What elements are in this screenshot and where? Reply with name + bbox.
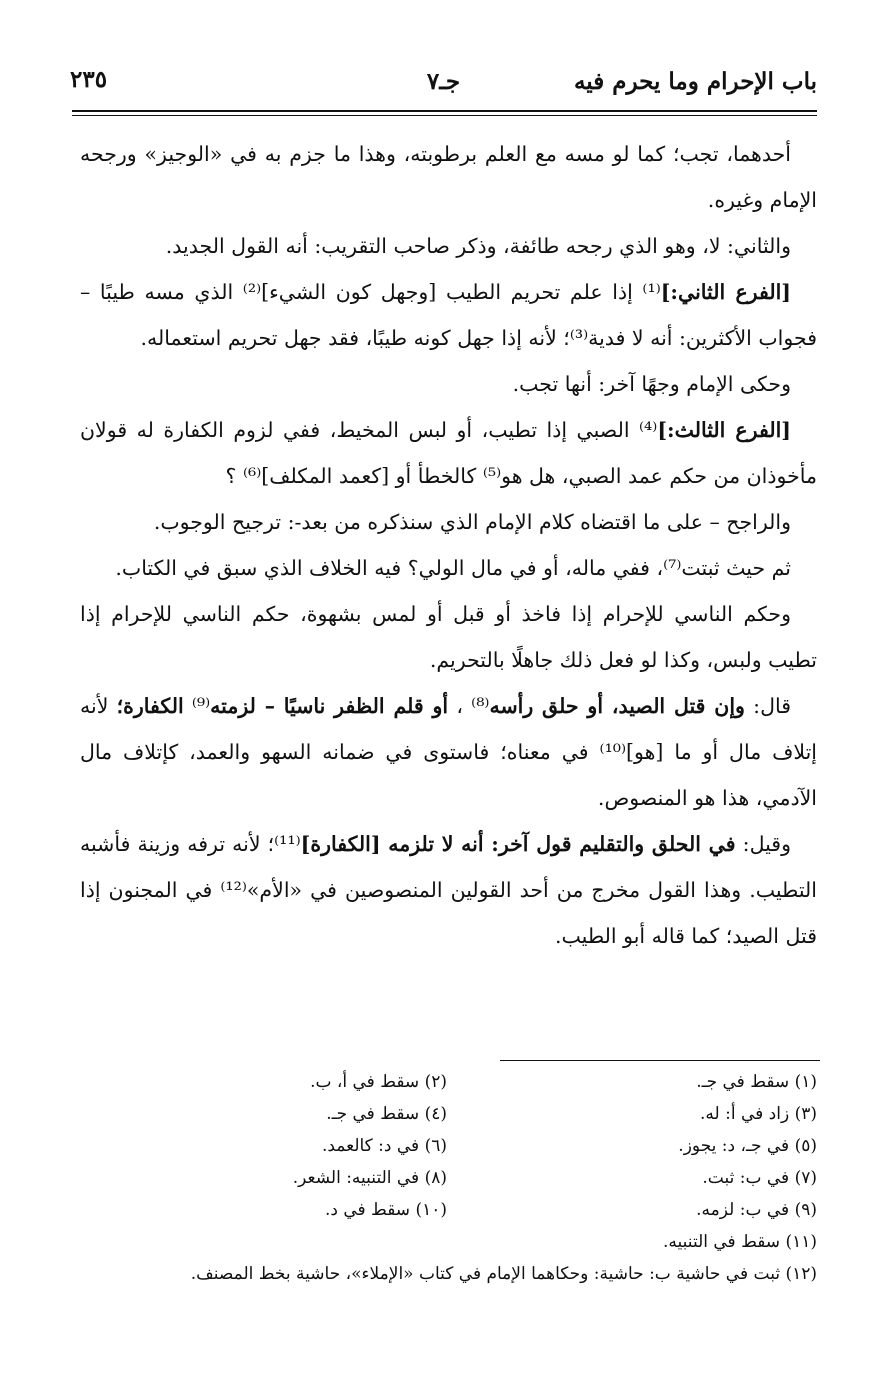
- footnote: (٩) في ب: لزمه.: [696, 1200, 817, 1220]
- footnote-separator: [500, 1060, 820, 1061]
- paragraph: [80, 407, 817, 499]
- footnote: (٤) سقط في جـ.: [326, 1104, 447, 1124]
- footnote: (١١) سقط في التنبيه.: [663, 1232, 817, 1252]
- page-number: ٢٣٥: [70, 66, 108, 93]
- matn-text: الكفارة؛: [116, 694, 184, 718]
- chapter-title: باب الإحرام وما يحرم فيه: [573, 68, 817, 95]
- paragraph-text: ⁽¹⁾ إذا علم تحريم الطيب [وجهل كون الشيء]⁽²⁾ الذي مسه طيبًا – فجواب الأكثرين: أنه لا فدية⁽³⁾؛ لأنه إذا جهل كونه طيبًا، فقد جهل تحريم استعماله.: [80, 280, 817, 350]
- paragraph: [80, 269, 817, 361]
- footnote: (٨) في التنبيه: الشعر.: [292, 1168, 447, 1188]
- footnote: (١٢) ثبت في حاشية ب: حاشية: وحكاهما الإمام في كتاب «الإملاء»، حاشية بخط المصنف.: [190, 1264, 817, 1284]
- text-span: ⁽⁸⁾ ،: [448, 694, 490, 718]
- main-text: [80, 131, 817, 959]
- page-header: [70, 62, 817, 102]
- text-span: ⁽⁹⁾: [183, 694, 211, 718]
- paragraph: [80, 821, 817, 959]
- paragraph: وحكى الإمام وجهًا آخر: أنها تجب.: [512, 372, 791, 396]
- paragraph: وحكم الناسي للإحرام إذا فاخذ أو قبل أو لمس بشهوة، حكم الناسي للإحرام إذا تطيب ولبس، وكذا لو فعل ذلك جاهلًا بالتحريم.: [80, 602, 817, 672]
- paragraph: والراجح – على ما اقتضاه كلام الإمام الذي سنذكره من بعد-: ترجيح الوجوب.: [153, 510, 791, 534]
- section-heading: [الفرع الثالث:]: [657, 418, 791, 442]
- footnote: (٣) زاد في أ: له.: [700, 1104, 817, 1124]
- text-span: ⁽¹¹⁾؛ لأنه ترفه وزينة فأشبه التطيب. وهذا القول مخرج من أحد القولين المنصوصين في «الأم»⁽¹²⁾ في المجنون إذا قتل الصيد؛ كما قاله أبو الطيب.: [80, 832, 817, 948]
- footnote: (٥) في جـ، د: يجوز.: [678, 1136, 817, 1156]
- text-span: لأنه إتلاف مال أو ما [هو]⁽¹⁰⁾ في معناه؛ فاستوى في ضمانه السهو والعمد، كإتلاف مال الآدمي، هذا هو المنصوص.: [80, 694, 817, 810]
- footnote: (٧) في ب: ثبت.: [702, 1168, 817, 1188]
- text-span: قال:: [744, 694, 792, 718]
- header-rule-thin: [72, 115, 817, 116]
- paragraph: والثاني: لا، وهو الذي رجحه طائفة، وذكر صاحب التقريب: أنه القول الجديد.: [165, 234, 791, 258]
- matn-text: وإن قتل الصيد، أو حلق رأسه: [489, 694, 745, 718]
- paragraph-text: ⁽⁴⁾ الصبي إذا تطيب، أو لبس المخيط، ففي لزوم الكفارة له قولان مأخوذان من حكم عمد الصبي، هل هو⁽⁵⁾ كالخطأ أو [كعمد المكلف]⁽⁶⁾ ؟: [80, 418, 817, 488]
- footnote: (٢) سقط في أ، ب.: [310, 1072, 447, 1092]
- paragraph: أحدهما، تجب؛ كما لو مسه مع العلم برطوبته، وهذا ما جزم به في «الوجيز» ورجحه الإمام وغيره.: [80, 142, 817, 212]
- matn-text: أو قلم الظفر ناسيًا – لزمته: [210, 694, 449, 718]
- matn-text: في الحلق والتقليم قول آخر: أنه لا تلزمه [الكفارة]: [300, 832, 736, 856]
- footnote: (١) سقط في جـ.: [696, 1072, 817, 1092]
- header-rule: [72, 110, 817, 112]
- paragraph: [80, 683, 817, 821]
- text-span: وقيل:: [735, 832, 791, 856]
- volume-label: جـ٧: [426, 68, 461, 95]
- paragraph: ثم حيث ثبتت⁽⁷⁾، ففي ماله، أو في مال الولي؟ فيه الخلاف الذي سبق في الكتاب.: [115, 556, 791, 580]
- footnotes: [80, 1072, 817, 1296]
- section-heading: [الفرع الثاني:]: [660, 280, 791, 304]
- footnote: (١٠) سقط في د.: [324, 1200, 447, 1220]
- footnote: (٦) في د: كالعمد.: [321, 1136, 447, 1156]
